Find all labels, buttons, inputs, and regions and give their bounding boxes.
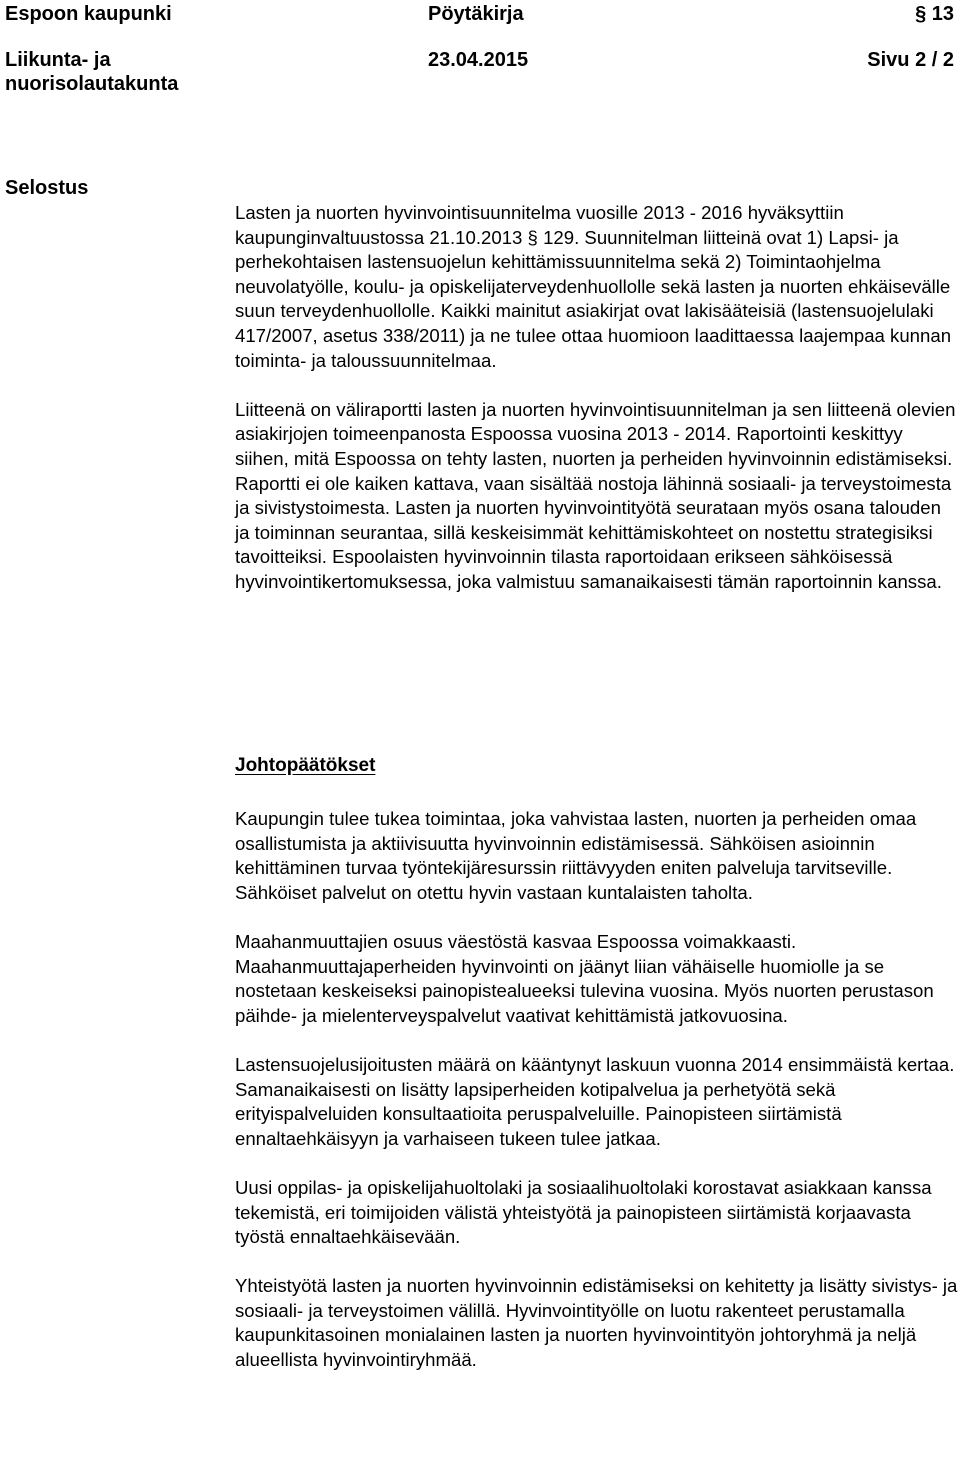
paragraph: Uusi oppilas- ja opiskelijahuoltolaki ja sosiaalihuoltolaki korostavat asiakkaan kanssa tekemistä, eri toimijoiden välistä yhteistyötä ja painopisteen siirtämistä korjaavasta työstä ennaltaehkäisevään. — [235, 1176, 932, 1248]
paragraph: Liitteenä on väliraportti lasten ja nuorten hyvinvointisuunnitelman ja sen liitteenä olevien asiakirjojen toimeenpanosta Espoossa vuosina 2013 - 2014. Raportointi keskittyy siihen, mitä Espoossa on tehty lasten, nuorten ja perheiden hyvinvoinnin edistämiseksi. Raportti ei ole kaiken kattava, vaan sisältää nostoja lähinnä sosiaali- ja terveystoimesta ja sivistystoimesta. Lasten ja nuorten hyvinvointityötä seurataan myös osana talouden ja toiminnan seurantaa, sillä keskeisimmät kehittämiskohteet on nostettu strategisiksi tavoitteiksi. Espoolaisten hyvinvoinnin tilasta raportoidaan erikseen sähköisessä hyvinvointikertomuksessa, joka valmistuu samanaikaisesti tämän raportoinnin kanssa. — [235, 398, 956, 592]
section-label: Selostus — [5, 177, 89, 199]
conclusions-heading: Johtopäätökset — [235, 755, 376, 776]
section-number: § 13 — [915, 3, 954, 25]
conclusions-body — [235, 807, 960, 1373]
body-name: Liikunta- ja nuorisolautakunta — [5, 49, 179, 95]
paragraph: Maahanmuuttajien osuus väestöstä kasvaa Espoossa voimakkaasti. Maahanmuuttajaperheiden hyvinvointi on jäänyt liian vähäiselle huomiolle ja se nostetaan keskeiseksi painopistealueeksi tulevina vuosina. Myös nuorten perustason päihde- ja mielenterveyspalvelut vaativat kehittämistä jatkovuosina. — [235, 930, 934, 1026]
selostus-body — [235, 201, 960, 595]
organization-name: Espoon kaupunki — [5, 3, 172, 25]
meeting-date: 23.04.2015 — [428, 49, 529, 71]
document-type: Pöytäkirja — [428, 3, 524, 25]
page-info: Sivu 2 / 2 — [867, 49, 954, 71]
paragraph: Lasten ja nuorten hyvinvointisuunnitelma vuosille 2013 - 2016 hyväksyttiin kaupunginvaltuustossa 21.10.2013 § 129. Suunnitelman liitteinä ovat 1) Lapsi- ja perhekohtaisen lastensuojelun kehittämissuunnitelma sekä 2) Toimintaohjelma neuvolatyölle, koulu- ja opiskelijaterveydenhuollolle sekä lasten ja nuorten ehkäisevälle suun terveydenhuollolle. Kaikki mainitut asiakirjat ovat lakisääteisiä (lastensuojelulaki 417/2007, asetus 338/2011) ja ne tulee ottaa huomioon laadittaessa laajempaa kunnan toiminta- ja taloussuunnitelmaa. — [235, 202, 952, 371]
paragraph: Lastensuojelusijoitusten määrä on kääntynyt laskuun vuonna 2014 ensimmäistä kertaa. Samanaikaisesti on lisätty lapsiperheiden kotipalvelua ja perhetyötä sekä erityispalveluiden konsultaatioita peruspalveluille. Painopisteen siirtämistä ennaltaehkäisyyn ja varhaiseen tukeen tulee jatkaa. — [235, 1053, 955, 1149]
paragraph: Yhteistyötä lasten ja nuorten hyvinvoinnin edistämiseksi on kehitetty ja lisätty sivistys- ja sosiaali- ja terveystoimen välillä. Hyvinvointityölle on luotu rakenteet perustamalla kaupunkitasoinen monialainen lasten ja nuorten hyvinvointityön johtoryhmä ja neljä alueellista hyvinvointiryhmää. — [235, 1275, 958, 1371]
paragraph: Kaupungin tulee tukea toimintaa, joka vahvistaa lasten, nuorten ja perheiden omaa osallistumista ja aktiivisuutta hyvinvoinnin edistämisessä. Sähköisen asioinnin kehittäminen turvaa työntekijäresurssin riittävyyden eniten palveluja tarvitseville. Sähköiset palvelut on otettu hyvin vastaan kuntalaisten taholta. — [235, 808, 917, 903]
